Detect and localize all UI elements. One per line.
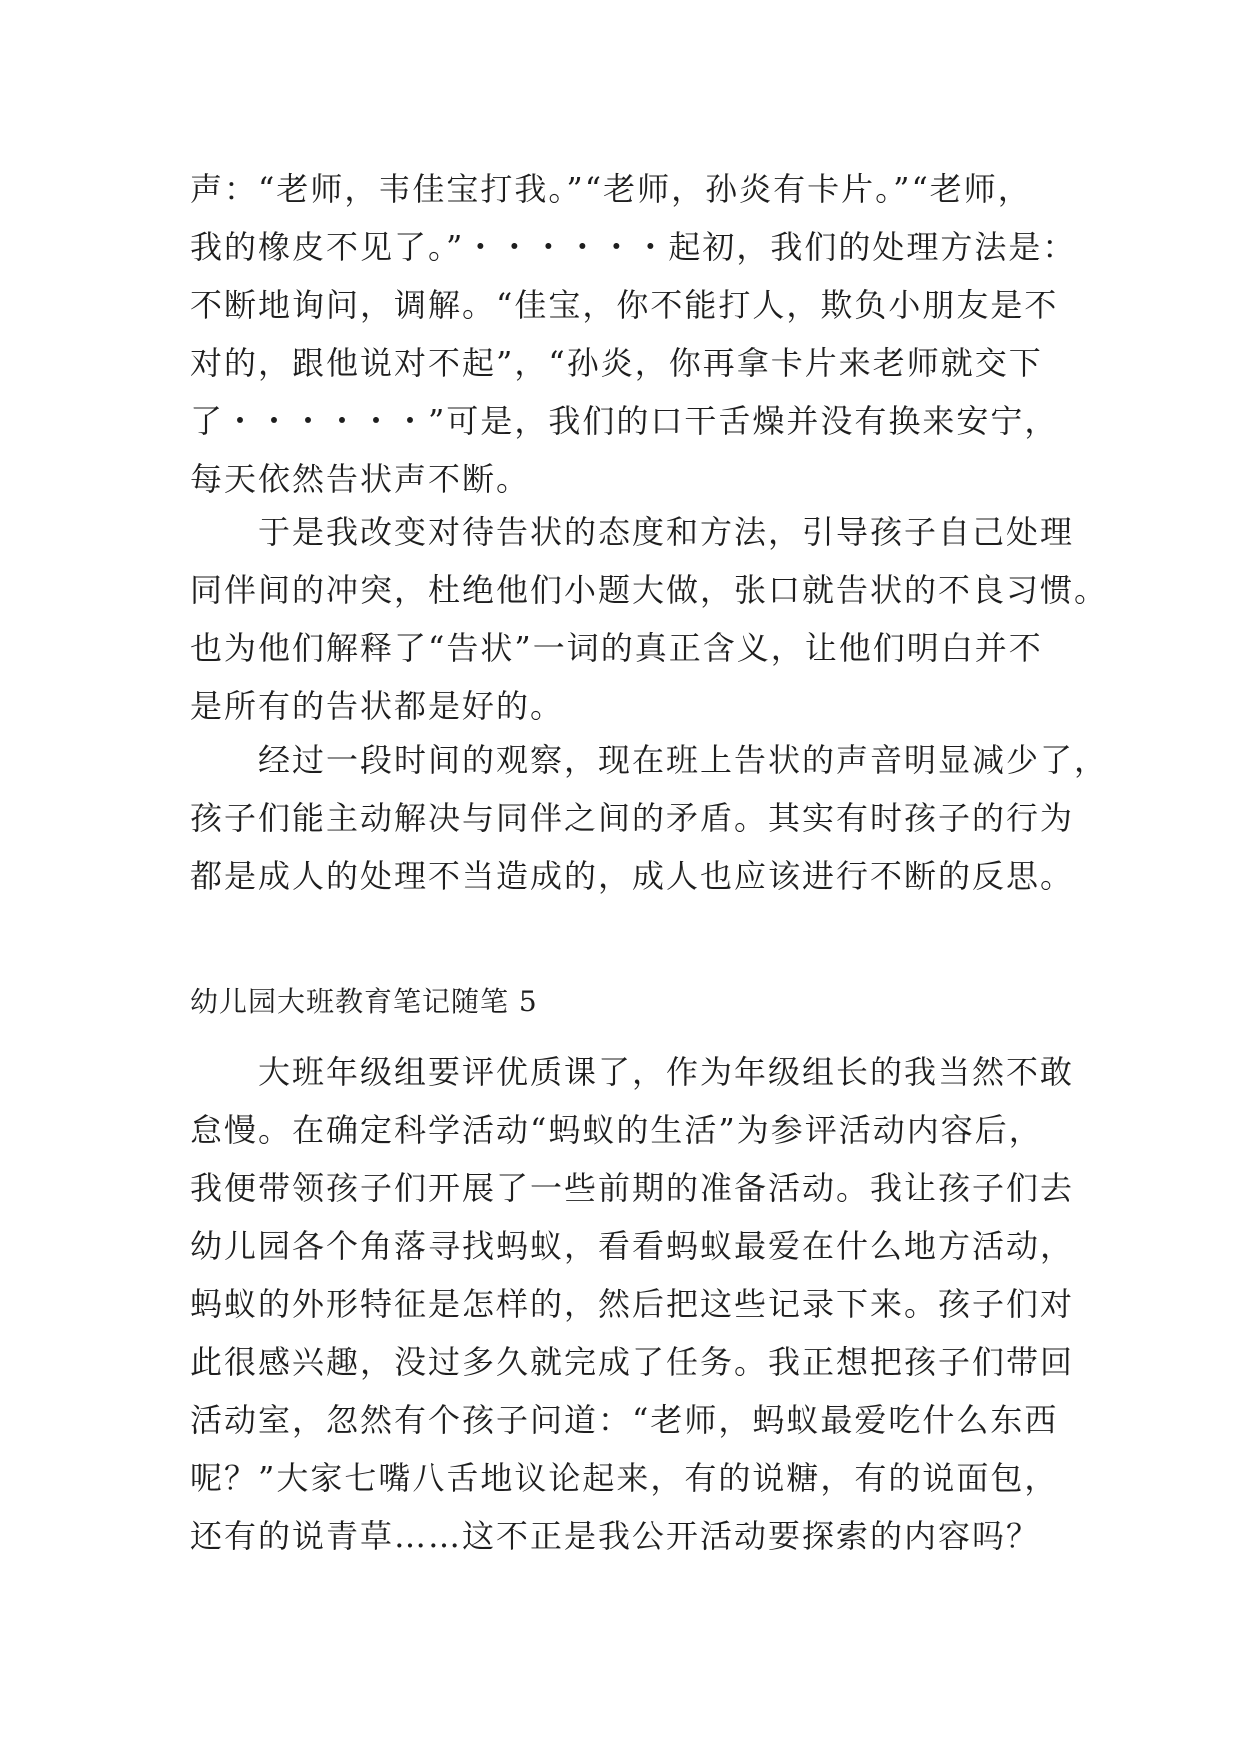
paragraph-line: 于是我改变对待告状的态度和方法，引导孩子自己处理 [190, 513, 1075, 551]
paragraph-1 [190, 160, 1077, 508]
paragraph-line: 每天依然告状声不断。 [190, 460, 531, 498]
paragraph-2 [190, 503, 1109, 735]
paragraph-line: 也为他们解释了“告状”一词的真正含义，让他们明白并不 [190, 629, 1043, 667]
paragraph-line: 还有的说青草……这不正是我公开活动要探索的内容吗？ [190, 1517, 1041, 1555]
paragraph-line: 不断地询问，调解。“佳宝，你不能打人，欺负小朋友是不 [190, 286, 1059, 324]
paragraph-line: 孩子们能主动解决与同伴之间的矛盾。其实有时孩子的行为 [190, 799, 1075, 837]
paragraph-line: 蚂蚁的外形特征是怎样的，然后把这些记录下来。孩子们对 [190, 1285, 1075, 1323]
paragraph-line: 都是成人的处理不当造成的，成人也应该进行不断的反思。 [190, 857, 1075, 895]
paragraph-line: 此很感兴趣，没过多久就完成了任务。我正想把孩子们带回 [190, 1343, 1075, 1381]
paragraph-3 [190, 731, 1109, 905]
paragraph-line: 活动室，忽然有个孩子问道：“老师，蚂蚁最爱吃什么东西 [190, 1401, 1059, 1439]
paragraph-line: 同伴间的冲突，杜绝他们小题大做，张口就告状的不良习惯。 [190, 571, 1109, 609]
paragraph-line: 我便带领孩子们开展了一些前期的准备活动。我让孩子们去 [190, 1169, 1075, 1207]
section-paragraph [190, 1043, 1075, 1565]
paragraph-line: 大班年级组要评优质课了，作为年级组长的我当然不敢 [190, 1053, 1075, 1091]
paragraph-line: 幼儿园各个角落寻找蚂蚁，看看蚂蚁最爱在什么地方活动， [190, 1227, 1075, 1265]
paragraph-line: 对的，跟他说对不起”，“孙炎，你再拿卡片来老师就交下 [190, 344, 1043, 382]
paragraph-line: 声：“老师，韦佳宝打我。”“老师，孙炎有卡片。”“老师， [190, 170, 1032, 208]
paragraph-line: 了・・・・・・”可是，我们的口干舌燥并没有换来安宁， [190, 402, 1059, 440]
paragraph-line: 经过一段时间的观察，现在班上告状的声音明显减少了， [190, 741, 1109, 779]
paragraph-line: 是所有的告状都是好的。 [190, 687, 565, 725]
paragraph-line: 怠慢。在确定科学活动“蚂蚁的生活”为参评活动内容后， [190, 1111, 1043, 1149]
paragraph-line: 我的橡皮不见了。”・・・・・・起初，我们的处理方法是： [190, 228, 1077, 266]
section-title: 幼儿园大班教育笔记随笔 5 [190, 985, 538, 1018]
paragraph-line: 呢？”大家七嘴八舌地议论起来，有的说糖，有的说面包， [190, 1459, 1059, 1497]
